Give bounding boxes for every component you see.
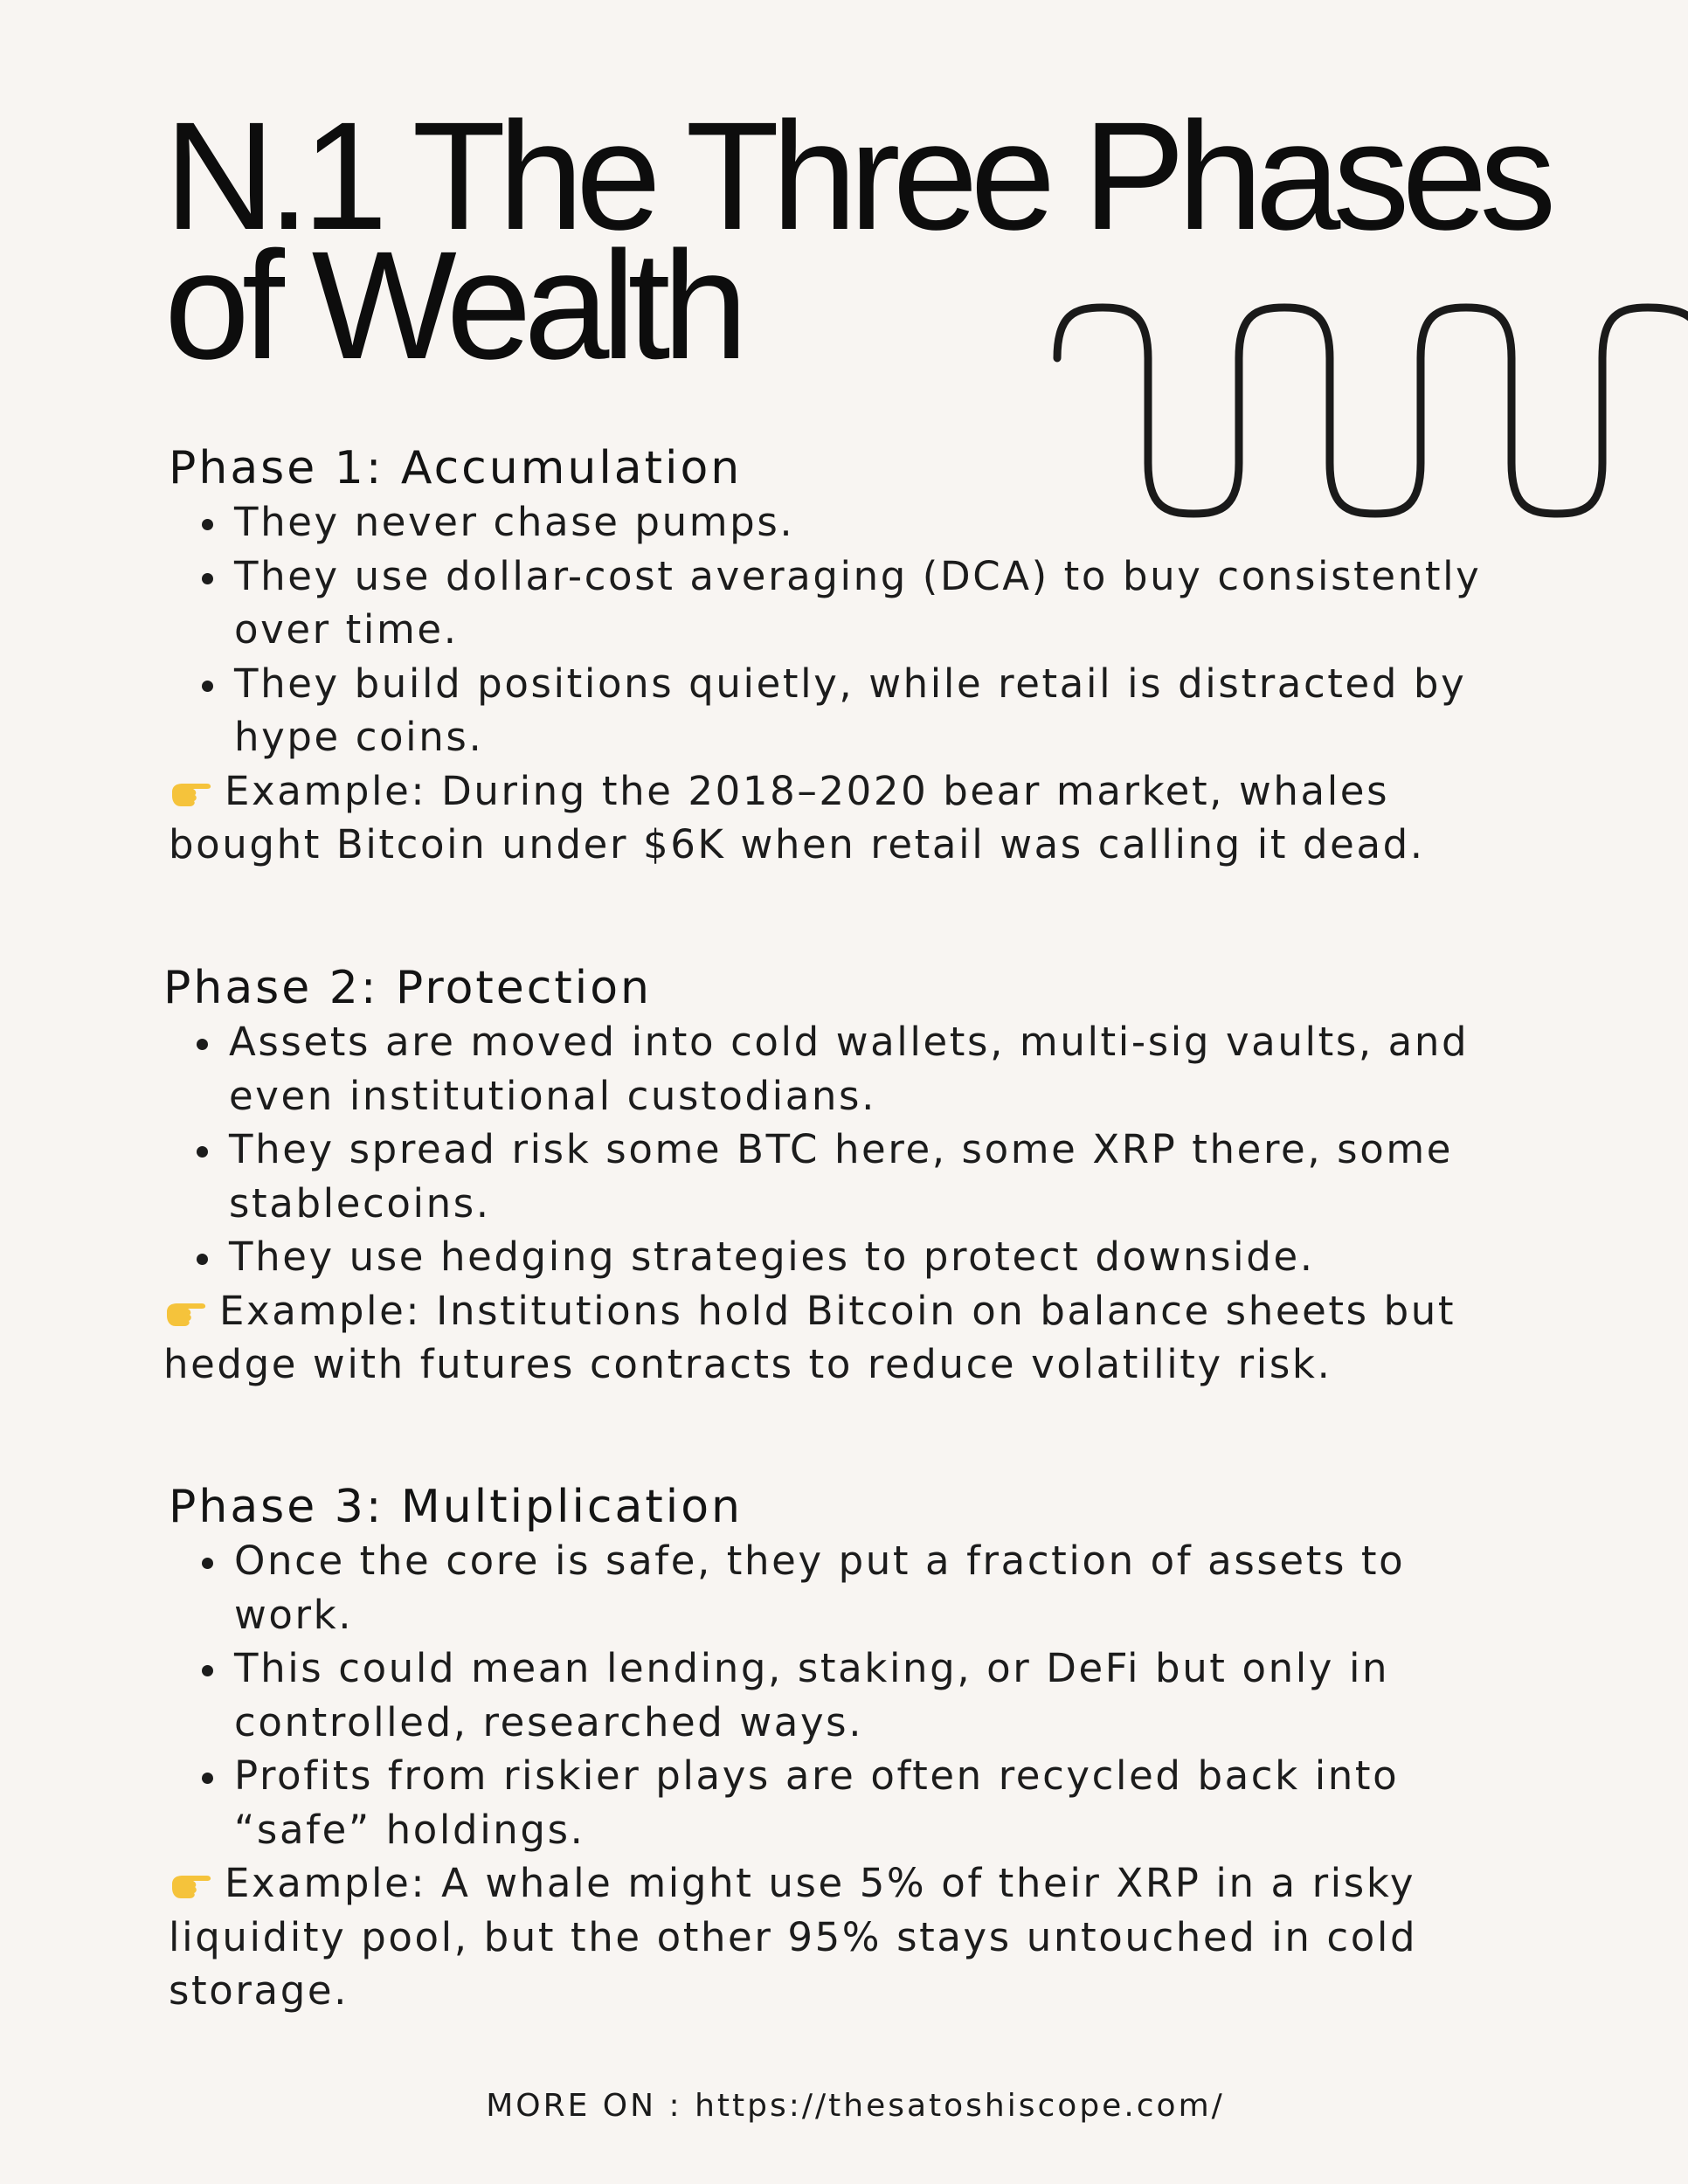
list-item: They spread risk some BTC here, some XRP there, some stablecoins. [163,1123,1526,1230]
bullet-dot-icon [202,1558,213,1569]
footer-separator: : [656,2088,695,2124]
list-item: They never chase pumps. [169,495,1532,549]
list-item: Assets are moved into cold wallets, multi-sig vaults, and even institutional custodians. [163,1015,1526,1123]
pointing-hand-icon [163,1295,209,1328]
bullet-dot-icon [197,1254,208,1265]
footer [0,2088,1688,2124]
bullet-dot-icon [202,681,213,692]
bullet-dot-icon [202,1773,213,1784]
phase-1-example: Example: During the 2018–2020 bear market, whales bought Bitcoin under $6K when retail was calling it dead. [169,767,1425,867]
phase-1-title: Phase 1: Accumulation [169,442,743,494]
footer-link[interactable]: https://thesatoshiscope.com/ [695,2088,1225,2124]
pointing-hand-icon [169,1867,214,1900]
phase-3-example: Example: A whale might use 5% of their XRP in a risky liquidity pool, but the other 95% stays untouched in cold storage. [169,1860,1418,2014]
bullet-dot-icon [202,519,213,530]
list-item: This could mean lending, staking, or DeFi but only in controlled, researched ways. [169,1641,1532,1749]
bullet-dot-icon [202,1665,213,1676]
list-item: They use dollar-cost averaging (DCA) to buy consistently over time. [169,549,1532,657]
list-item: They build positions quietly, while retail is distracted by hype coins. [169,657,1532,764]
bullet-dot-icon [197,1146,208,1158]
footer-label: MORE ON [486,2088,657,2124]
phase-3-section [0,1480,1688,2018]
bullet-dot-icon [202,573,213,584]
phase-2-example: Example: Institutions hold Bitcoin on balance sheets but hedge with futures contracts to reduce volatility risk. [163,1287,1456,1387]
title-line-1: N.1 The Three Phases [164,91,1549,262]
phase-1-section [0,441,1688,872]
list-item: Profits from riskier plays are often recycled back into “safe” holdings. [169,1749,1532,1856]
phase-2-title: Phase 2: Protection [163,962,652,1014]
phase-1-bullets [169,495,1532,764]
phase-2-section [0,961,1688,1392]
bullet-dot-icon [197,1039,208,1050]
list-item: They use hedging strategies to protect downside. [163,1230,1526,1284]
list-item: Once the core is safe, they put a fraction of assets to work. [169,1534,1532,1641]
title-line-2: of Wealth [164,220,741,391]
phase-2-bullets [163,1015,1526,1284]
phase-3-title: Phase 3: Multiplication [169,1481,743,1533]
pointing-hand-icon [169,775,214,808]
phase-3-bullets [169,1534,1532,1856]
